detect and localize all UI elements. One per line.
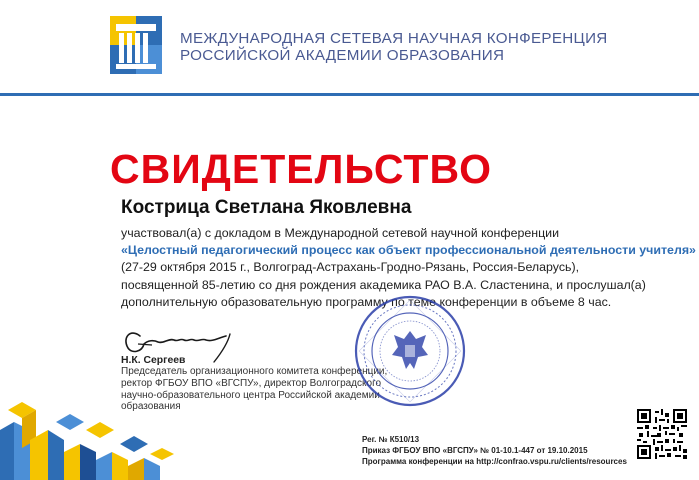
decorative-blocks-icon (0, 400, 175, 480)
conference-title-line-1: МЕЖДУНАРОДНАЯ СЕТЕВАЯ НАУЧНАЯ КОНФЕРЕНЦИЯ (180, 30, 608, 47)
body-line: посвященной 85-летию со дня рождения академика РАО В.А. Сластенина, и прослушал(а) (121, 277, 646, 292)
body-line: дополнительную образовательную программу по теме конференции в объеме 8 час. (121, 294, 612, 309)
program-link: Программа конференции на http://confrao.vspu.ru/clients/resources (362, 457, 627, 466)
signer-description-line: ректор ФГБОУ ВПО «ВГСПУ», директор Волгоградского (121, 377, 382, 389)
signer-description-line: образования (121, 401, 181, 413)
signer-name: Н.К. Сергеев (121, 355, 186, 366)
conference-topic: «Целостный педагогический процесс как объект профессиональной деятельности учителя» (121, 243, 696, 258)
conference-title (180, 30, 608, 64)
certificate-title: СВИДЕТЕЛЬСТВО (110, 146, 492, 192)
rao-logo-icon (110, 12, 162, 76)
header (0, 0, 699, 93)
recipient-name: Кострица Светлана Яковлевна (121, 197, 412, 218)
registration-number: Рег. № К510/13 (362, 435, 420, 444)
body-line: (27-29 октября 2015 г., Волгоград-Астрахань-Гродно-Рязань, Россия-Беларусь), (121, 260, 580, 275)
official-seal-icon (354, 295, 466, 407)
qr-code-icon (637, 409, 687, 459)
signer-description-line: научно-образовательного центра Российской академии (121, 389, 380, 401)
body-line: участвовал(а) с докладом в Международной сетевой научной конференции (121, 226, 560, 240)
registration-order: Приказ ФГБОУ ВПО «ВГСПУ» № 01-10.1-447 от 19.10.2015 (362, 446, 588, 455)
registration-info (362, 434, 627, 467)
signer-description-line: Председатель организационного комитета конференции, (121, 366, 388, 377)
conference-title-line-2: РОССИЙСКОЙ АКАДЕМИИ ОБРАЗОВАНИЯ (180, 47, 505, 64)
header-divider (0, 93, 699, 96)
